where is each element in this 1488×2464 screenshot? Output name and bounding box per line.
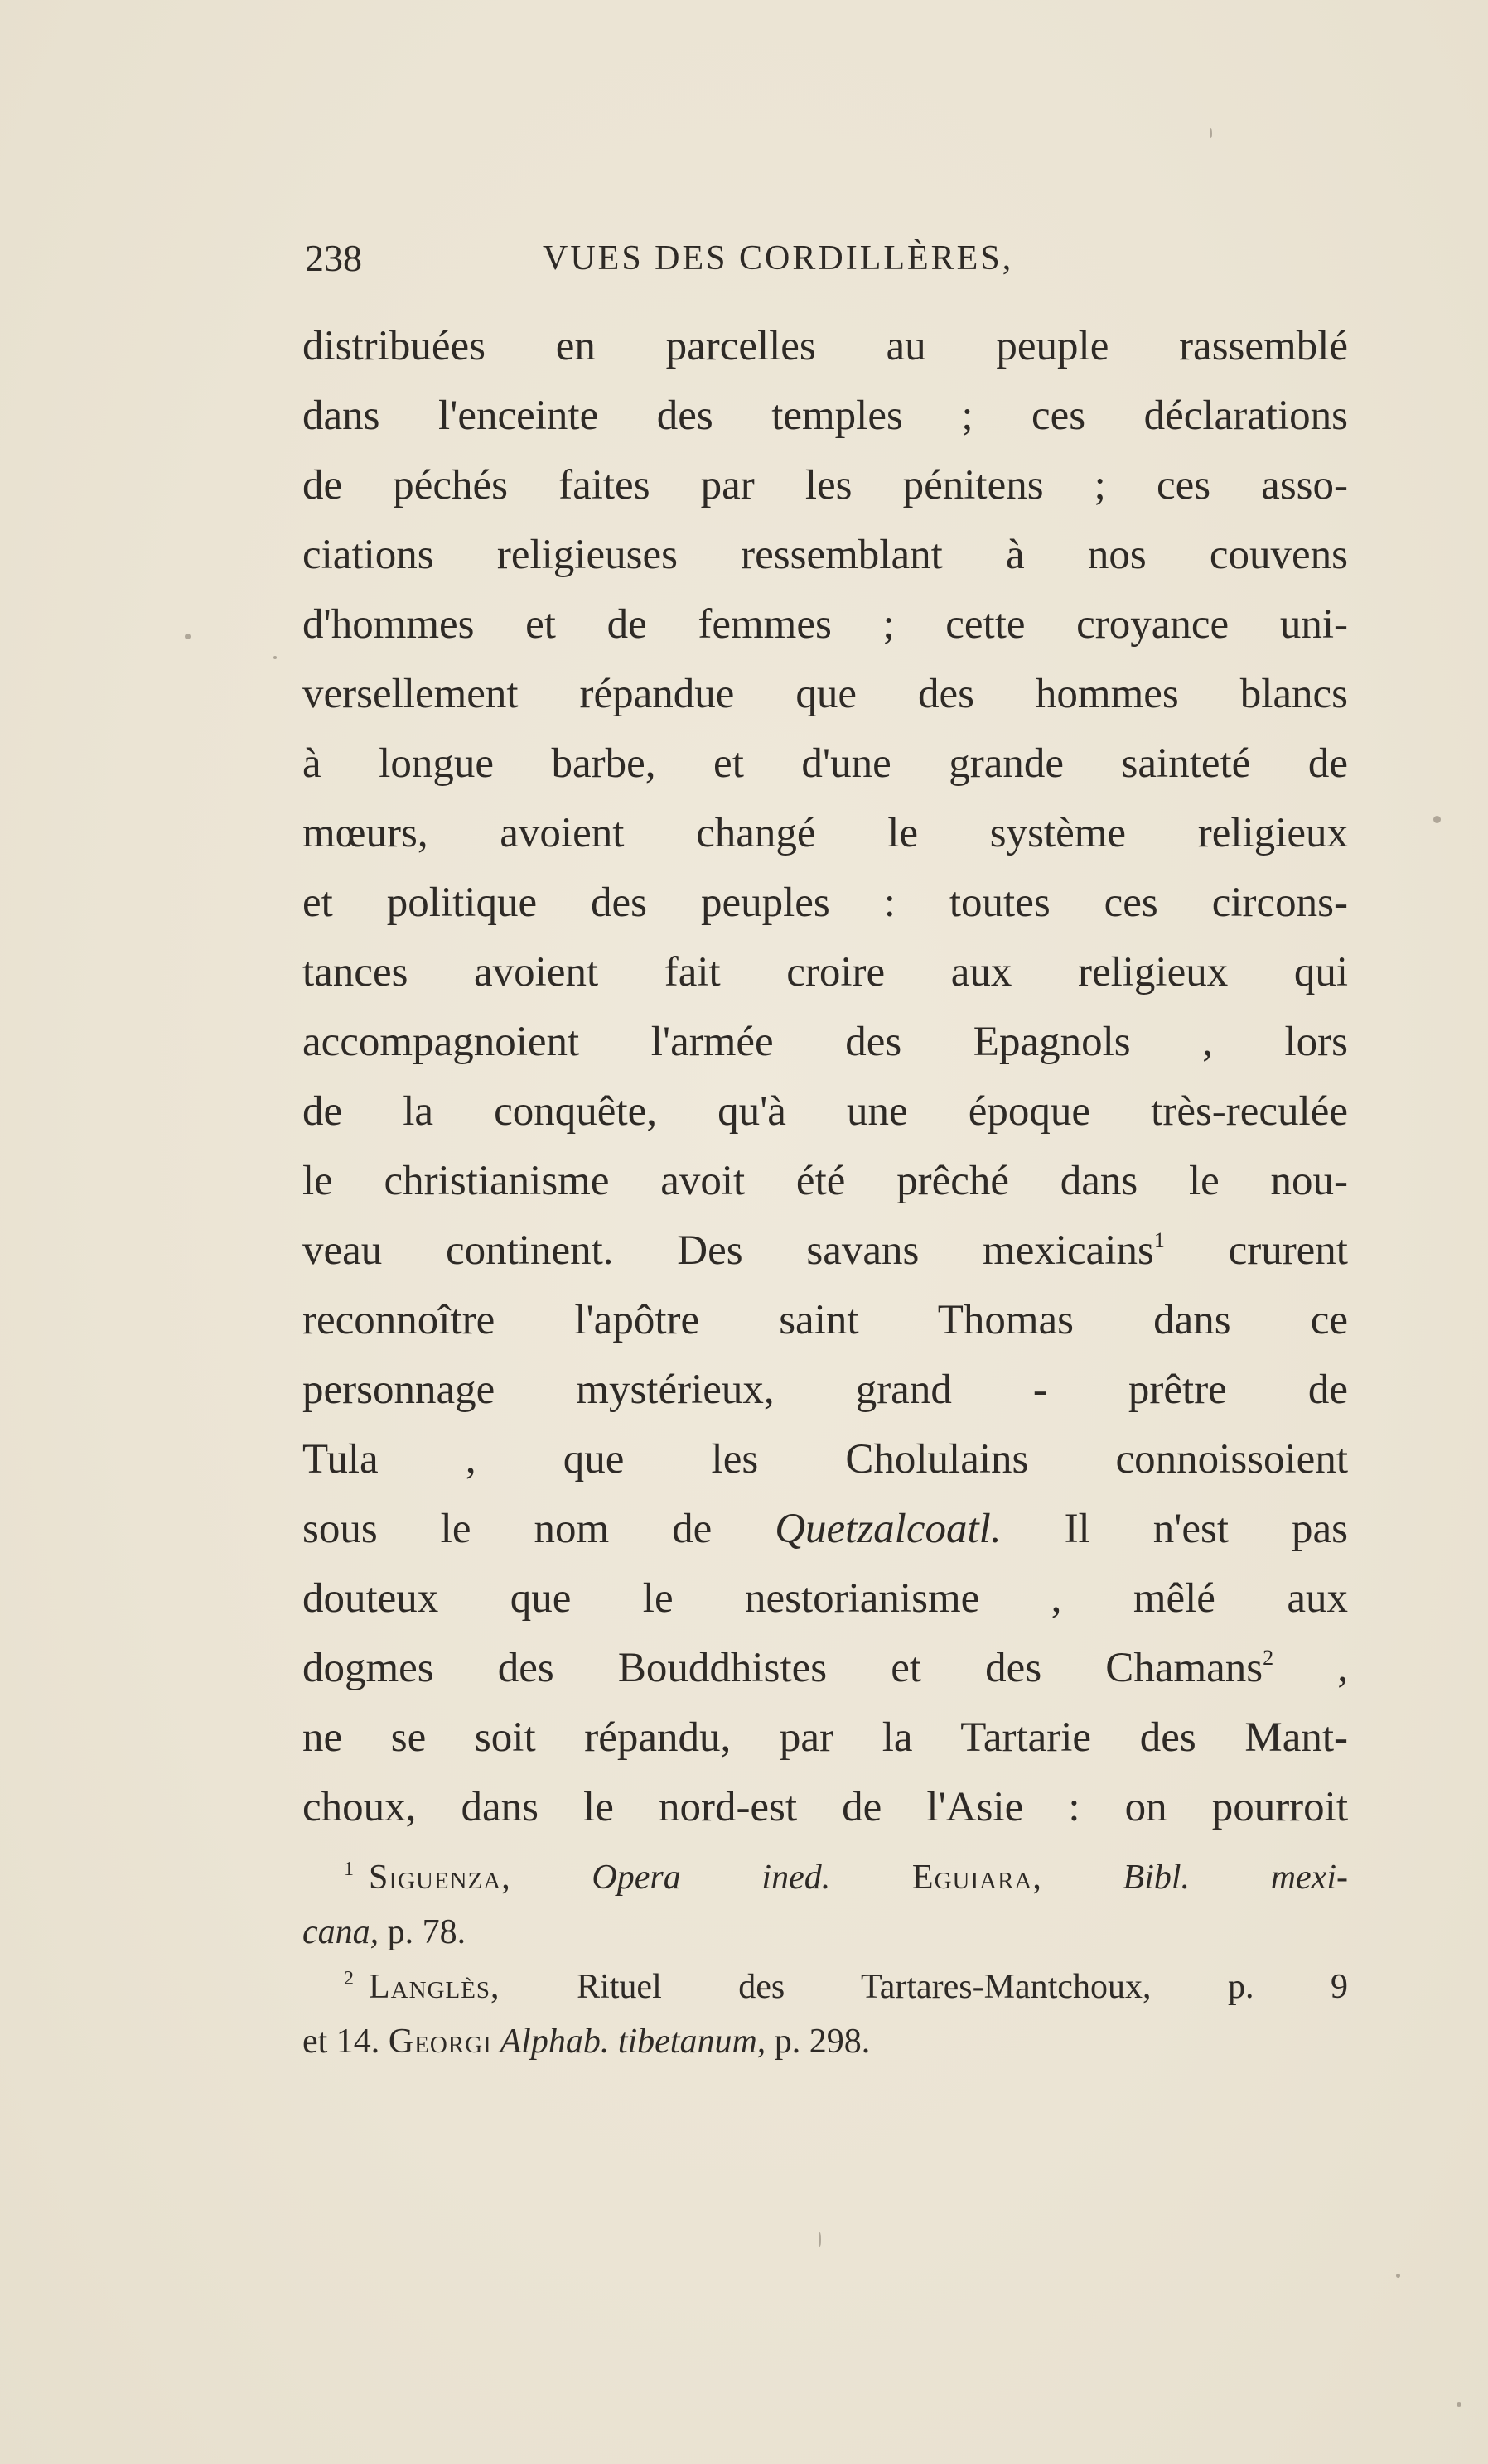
footnote-ref-2[interactable]: 2 xyxy=(1263,1646,1274,1670)
text-line: d'hommes et de femmes ; cette croyance uni- xyxy=(302,601,1348,648)
footnote-2-continuation xyxy=(302,2014,1348,2069)
paper-speck xyxy=(273,656,277,659)
footnote-author: Siguenza, xyxy=(369,1859,511,1897)
page-header xyxy=(305,234,1357,283)
footnote-1-continuation xyxy=(302,1905,1348,1960)
text-line: à longue barbe, et d'une grande sainteté de xyxy=(302,740,1348,787)
text-line: ne se soit répandu, par la Tartarie des Mant- xyxy=(302,1714,1348,1761)
text-line xyxy=(302,1494,1348,1564)
text-line: dans l'enceinte des temples ; ces déclarations xyxy=(302,393,1348,439)
text-segment: dogmes des Bouddhistes et des Chamans xyxy=(302,1645,1263,1691)
body-text xyxy=(302,311,1348,1842)
footnote-2 xyxy=(302,1960,1348,2014)
italic-name: Quetzalcoatl. xyxy=(775,1506,1002,1552)
text-segment: , xyxy=(1273,1645,1348,1691)
footnote-text: Rituel des Tartares-Mantchoux, p. 9 xyxy=(500,1968,1348,2006)
page-number: 238 xyxy=(305,237,362,279)
text-line xyxy=(302,1216,1348,1285)
running-head: VUES DES CORDILLÈRES, xyxy=(543,239,1014,277)
footnote-work: cana, xyxy=(302,1913,379,1951)
paper-speck xyxy=(1396,2274,1400,2278)
footnote-work: Alphab. tibetanum, xyxy=(491,2023,766,2061)
footnote-text: et 14. xyxy=(302,2023,389,2061)
footnote-number: 2 xyxy=(344,1968,354,1989)
footnote-author: Langlès, xyxy=(369,1968,500,2006)
text-line: accompagnoient l'armée des Epagnols , lors xyxy=(302,1019,1348,1065)
text-line: choux, dans le nord-est de l'Asie : on pourroit xyxy=(302,1784,1348,1830)
text-segment: Il n'est pas xyxy=(1001,1506,1348,1552)
text-segment: veau continent. Des savans mexicains xyxy=(302,1227,1154,1274)
paper-speck xyxy=(1433,816,1441,823)
footnote-1 xyxy=(302,1850,1348,1905)
text-line: de la conquête, qu'à une époque très-reculée xyxy=(302,1088,1348,1135)
text-line: tances avoient fait croire aux religieux qui xyxy=(302,949,1348,996)
text-line: personnage mystérieux, grand - prêtre de xyxy=(302,1367,1348,1413)
footnote-work: Bibl. mexi- xyxy=(1041,1859,1348,1897)
paper-speck xyxy=(1457,2402,1461,2407)
paper-speck xyxy=(1210,128,1212,138)
footnote-author: Georgi xyxy=(388,2023,492,2061)
footnote-ref-1[interactable]: 1 xyxy=(1153,1228,1165,1252)
text-line: distribuées en parcelles au peuple rassemblé xyxy=(302,323,1348,369)
footnote-work: Opera ined. xyxy=(510,1859,831,1897)
text-segment: sous le nom de xyxy=(302,1506,775,1552)
footnote-page: p. 78. xyxy=(379,1913,466,1951)
text-line: Tula , que les Cholulains connoissoient xyxy=(302,1436,1348,1483)
text-line: ciations religieuses ressemblant à nos couvens xyxy=(302,532,1348,578)
footnote-page: p. 298. xyxy=(766,2023,871,2061)
text-segment: crurent xyxy=(1164,1227,1348,1274)
text-line xyxy=(302,1633,1348,1703)
paper-speck xyxy=(819,2232,821,2247)
text-line: douteux que le nestorianisme , mêlé aux xyxy=(302,1575,1348,1622)
text-line: de péchés faites par les pénitens ; ces asso- xyxy=(302,462,1348,509)
paper-speck xyxy=(185,634,191,639)
text-line: mœurs, avoient changé le système religieux xyxy=(302,810,1348,856)
footnote-author: Eguiara, xyxy=(830,1859,1042,1897)
text-line: reconnoître l'apôtre saint Thomas dans ce xyxy=(302,1297,1348,1343)
footnote-number: 1 xyxy=(344,1859,354,1880)
footnotes xyxy=(302,1850,1348,2069)
text-line: le christianisme avoit été prêché dans le nou- xyxy=(302,1158,1348,1204)
text-line: et politique des peuples : toutes ces circons- xyxy=(302,880,1348,926)
text-line: versellement répandue que des hommes blancs xyxy=(302,671,1348,717)
